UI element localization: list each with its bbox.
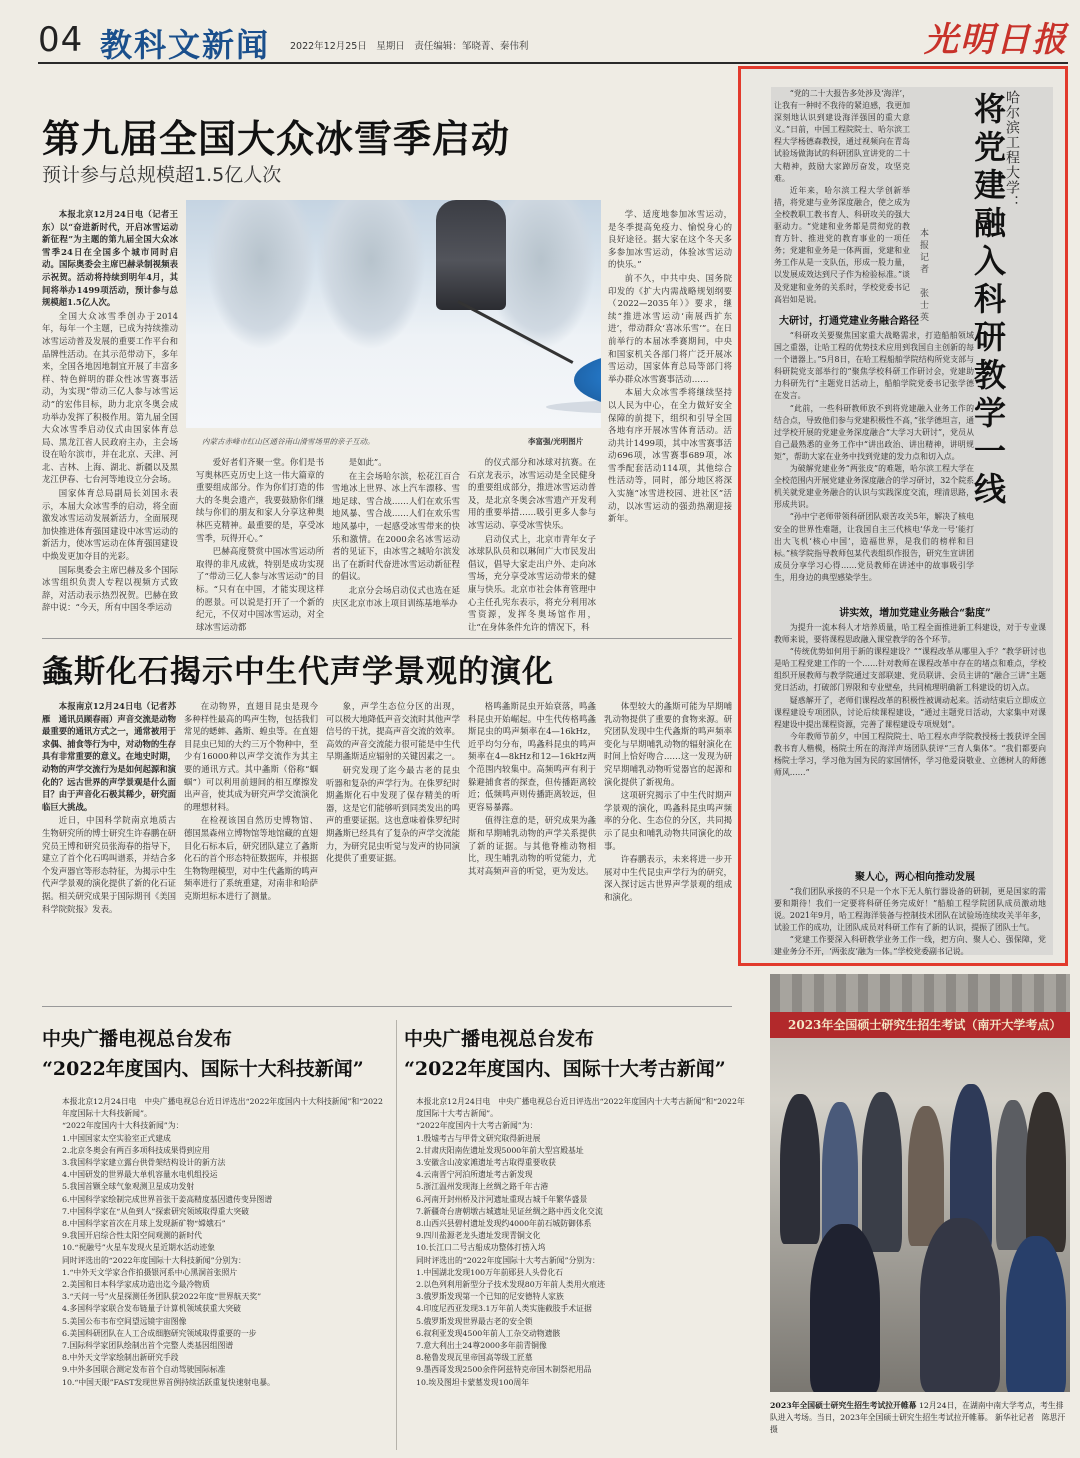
list-item: 10.埃及图坦卡蒙墓发现100周年 [416,1377,530,1387]
fossil-paragraph: 许春鹏表示，未来将进一步开展对中生代昆虫声学行为的研究，深入探讨远古世界声学景观的组成和演化。 [604,854,732,902]
list-item: 9.四川盐源老龙头遗址发现青铜文化 [416,1231,541,1241]
list-item: 2.甘肃庆阳南佐遗址发现5000年前大型宫殿基址 [416,1145,584,1155]
feature-part-1 [774,330,974,600]
snow-paragraph: 的仪式部分和冰球对抗赛。在石京龙表示，冰雪运动是全民健身的重要组成部分，推进冰雪运动普及，是北京冬奥会冰雪遗产开发利用的重要举措……吸引更多人参与冰雪运动、享受冰雪快乐。 [468,457,596,530]
fossil-column-2 [184,700,318,1000]
feature-paragraph: “我们团队承接的不只是一个水下无人航行器设备的研制，更是国家的需要和期待！我们一定要将科研任务完成好！”船舶工程学院团队成员激动地说。2021年9月，哈工程海洋装备与控制技术团队在试验场连续攻关半年多，试验工作的成功，让团队成员对科研工作有了新的认识，提振了团队士气。 [774,887,1046,933]
fossil-paragraph: 研究发现了迄今最古老的昆虫听器和复杂的声学行为。在侏罗纪时期螽斯化石中发现了保存精美的听器，这是它们能够听到同类发出的鸣声的重要证据。这也意味着侏罗纪时期螽斯已经具有了复杂的声学交流能力，为研究昆虫听觉与发声的协同演化提供了重要证据。 [326,764,460,864]
list-item: 4.印度尼西亚发现3.1万年前人类实施截肢手术证据 [416,1304,592,1314]
list-item: 7.国际科学家团队绘制出首个完整人类基因组图谱 [62,1341,234,1351]
list-item: 8.中外天文学家绘制出新研究手段 [62,1353,179,1363]
list-item: 5.俄罗斯发现世界最古老的安全锁 [416,1316,533,1326]
fossil-paragraph: 近日，中国科学院南京地质古生物研究所的博士研究生许春鹏在研究员王博和研究员张海春的指导下，建立了首个化石鸣叫谱系，并结合多个发声器官等形态特征，为揭示中生代声学景观的演化提供了新的化石证据。相关研究成果于国际期刊《美国科学院院报》发表。 [42,815,176,914]
fossil-column-4 [468,700,596,1000]
fossil-column-1 [42,700,176,1000]
snow-paragraph: 在主会场哈尔滨，松花江百合雪地冰上世界、冰上汽车漂移、雪地足球、雪合战……人们在欢乐雪地风暴、雪合战……人们在欢乐雪地风暴中，一起感受冰雪带来的快乐和激情。在2000余名冰雪运动者的见证下，由冰雪之城哈尔滨发出了在新时代奋进冰雪运动新征程的倡议。 [332,470,460,582]
feature-intro [774,88,910,306]
snow-headline: 第九届全国大众冰雪季启动 [42,116,511,161]
fossil-paragraph: 象，声学生态位分区的出现，可以极大地降低声音交流时其他声学信号的干扰，提高声音交流的效率。高效的声音交流能力很可能是中生代早期螽斯适应辐射的关键因素之一。 [326,701,460,762]
feature-part-3 [774,886,1046,958]
feature-paragraph: “党的二十大报告多处涉及‘海洋’，让我有一种时不我待的紧迫感，我更加深刻地认识到建设海洋强国的重大意义。”日前，中国工程院院士、哈尔滨工程大学杨德森教授，通过视频向在青岛试验场做海试的科研团队宣讲党的二十大精神，鼓励大家踔厉奋发，攻坚克难。 [774,89,910,183]
fossil-paragraph: 值得注意的是，研究成果为螽斯和早期哺乳动物的声学关系提供了新的证据。与其他脊椎动物相比，现生哺乳动物的听觉能力，尤其对高频声音的听觉，更为发达。 [468,815,596,876]
feature-paragraph: “科研攻关要聚焦国家重大战略需求，打造船舶领域国之重器，让哈工程的优势技术应用到我国自主创新的每一个谱器上。”5月8日，在哈工程船舶学院结构所党支部与科研院党支部举行的“聚焦学校科研工作研讨会，党建助力科研先行”主题党日活动上，船舶学院党委书记张学德在发言。 [774,331,974,401]
list-item: 9.墨西哥发现2500余件阿兹特克帝国木制祭祀用品 [416,1365,592,1375]
page-number: 04 [38,20,84,60]
feature-part-2 [774,622,1046,862]
list-item: 1.“中外天文学家合作拍摄银河系中心黑洞首张照片 [62,1267,238,1277]
section-divider [42,638,732,639]
snow-paragraph: 学、适度地参加冰雪运动，是冬季提高免疫力、愉悦身心的良好途径。据大家在这个冬天多多参加冰雪运动，体验冰雪运动的快乐。” [608,209,732,270]
archaeo-list-lead: 本报北京12月24日电 中央广播电视总台近日评选出“2022年度国内十大考古新闻”和“2022年度国际十大考古新闻”。 [416,1097,745,1119]
feature-title: 将党建融入科研教学一线 [969,92,1007,510]
list-item: 10.长江口二号古船成功整体打捞入坞 [416,1243,546,1253]
snow-column-2 [196,456,324,632]
archaeo-list-subtitle: 同时评选出的“2022年度国际十大考古新闻”分别为： [416,1255,600,1265]
list-item: 8.秘鲁发现瓦里帝国高等级工匠墓 [416,1353,533,1363]
snow-paragraph: 前不久，中共中央、国务院印发的《扩大内需战略规划纲要（2022—2035年）》要求，继续“推进冰雪运动‘南展西扩东进’，带动群众‘喜冰乐雪’”。在日前举行的本届冰季赛期间，中央和国家机关各部门将广泛开展冰雪运动，国家体育总局等部门将举办群众冰雪赛事活动…… [608,272,732,384]
snow-paragraph: 国际奥委会主席巴赫及多个国际冰雪组织负责人专程以视频方式致辞，对活动表示热烈祝贺。巴赫在致辞中说：“今天，所有中国冬季运动 [42,564,178,613]
exam-photo [770,974,1070,1392]
caption-body: 12月24日，在湖南中南大学考点，考生排队进入考场。当日，2023年全国硕士研究生招生考试拉开帷幕。 [770,1401,1064,1422]
feature-paragraph: 近年来，哈尔滨工程大学创新举措，将党建与业务深度融合，使之成为全校教职工教书育人、科研攻关的强大驱动力。“党建和业务都是贯彻党的教育方针、推进党的教育事业的一项任务；党建和业务是一体两面，党建和业务工作从是一支队伍，形成一股力量，以发展成效达到尺子作为检验标准。”谈及党建和业务的关系时，学校党委书记高岩如是说。 [774,185,910,304]
snow-column-4 [468,456,596,632]
list-item: 6.中国科学家绘制完成世界首张干姜高精度基因遗传变异图谱 [62,1194,273,1204]
fossil-paragraph: 在动物界，直翅目昆虫是现今多种样性最高的鸣声生物，包括我们常见的蟋蟀、螽斯、蝗虫等。在直翅目昆虫已知的大约三万个物种中，至少有16000种以声学交流作为其主要的通讯方式。其中螽斯（俗称“蝈蝈”）可以利用前翅间的相互摩擦发出声音，使其成为研究声学交流演化的理想材料。 [184,701,318,812]
photo-banner [770,1012,1070,1038]
fossil-column-5 [604,700,732,1000]
archaeo-list-subtitle: “2022年度国内十大考古新闻”为： [416,1121,538,1131]
archaeo-list [416,1096,752,1448]
list-item: 7.中国科学家在“从鱼到人”探索研究领域取得重大突破 [62,1206,249,1216]
exam-photo-caption [770,1400,1070,1436]
list-item: 4.云南晋宁河泊所遗址考古新发现 [416,1170,533,1180]
caption-title: 2023年全国硕士研究生招生考试拉开帷幕 [770,1401,917,1410]
list-item: 4.多国科学家联合发布链量子计算机领域获重大突破 [62,1304,241,1314]
feature-paragraph: “此前，一些科研教师放不到将党建融入业务工作的结合点，导致他们参与党建积极性不高，”张学德坦言，通过学校开展的党建业务深度融合“大学习大研讨”，党员从自己最熟悉的业务工作中“讲出政治、讲出精神，讲明规矩”，帮助大家在业务中找到党建的发力点和切入点。 [774,403,974,461]
tech-list-subtitle: “2022年度国内十大科技新闻”为： [62,1121,184,1131]
fossil-paragraph: 体型较大的螽斯可能为早期哺乳动物提供了重要的食物来源。研究团队发现中生代螽斯的鸣声频率变化与早期哺乳动物的辐射演化在时间上恰好吻合……这一发现为研究早期哺乳动物听觉器官的起源和演化提供了新视角。 [604,701,732,787]
snow-column-3 [332,456,460,632]
snow-column-5 [608,208,732,632]
snow-photo [186,200,601,428]
snow-column-1 [42,208,178,632]
tech-list-headline-1: 中央广播电视总台发布 [42,1028,233,1050]
snow-paragraph: 启动仪式上，北京市青年女子冰球队队员和以琳间广大市民发出倡议，倡导大家走出户外、走向冰雪场，充分享受冰雪运动带来的健康与快乐。北京市社会体育管理中心主任孔宪东表示，将充分利用冰雪资源，发挥冬奥场馆作用，让“在身体条件允许的情况下，科 [468,533,596,632]
snow-subheadline: 预计参与总规模超1.5亿人次 [42,164,282,186]
masthead [38,14,1068,64]
list-item: 7.意大利出土24尊2000多年前青铜像 [416,1341,547,1351]
section-divider [42,1006,732,1007]
caption-credit: 新华社记者 陈思汗摄 [770,1413,1066,1434]
archaeo-list-headline-1: 中央广播电视总台发布 [404,1028,595,1050]
list-item: 2.北京冬奥会有两百多项科技成果得到应用 [62,1145,210,1155]
snow-paragraph: 是如此”。 [348,457,387,467]
feature-paragraph: “传统优势如何用于新的课程建设？”“课程改革从哪里入手？”教学研讨也是哈工程党建工作的一个……针对教师在课程改革中存在的堵点和难点，学校组织开展教师与教学院通过支部联建、党员联讲、会员主讲的“融合三讲”主题党日活动，打破部门界限和专业壁垒，共同梳理明确新工科建设的切入点。 [774,647,1046,693]
fossil-headline: 螽斯化石揭示中生代声学景观的演化 [42,654,554,690]
list-item: 1.中国湖北发现100万年前郧县人头骨化石 [416,1267,564,1277]
archaeo-list-headline-2: “2022年度国内、国际十大考古新闻” [404,1058,726,1080]
feature-paragraph: “党建工作要深入科研教学业务工作一线，把方向、聚人心、强保障，党建业务分不开，‘两张皮’融为一体。”学校党委副书记说。 [774,935,1046,957]
snow-paragraph: 本报北京12月24日电（记者王东）以“奋进新时代，开启冰雪运动新征程”为主题的第九届全国大众冰雪季24日在全国多个城市同时启动。国际奥委会主席巴赫录制视频表示祝贺。活动将持续到明年4月，其间将举办1499项活动，预计参与总规模超1.5亿人次。 [42,209,178,308]
list-item: 1.中国国家太空实验室正式建成 [62,1133,171,1143]
feature-paragraph: 今年教师节前夕，中国工程院院士、哈工程水声学院教授杨士莪获评全国教书育人楷模，杨院士所在的海洋声场团队获评“三育人集体”。“我们都要向杨院士学习，学习他为国为民的家国情怀，学习他爱岗敬业、立德树人的师德师风……” [774,731,1046,778]
snow-paragraph: 爱好者们齐聚一堂。你们是书写奥林匹克历史上这一伟大篇章的重要组成部分。作为你们打造的伟大的冬奥会遗产，我要鼓励你们继续与你们的朋友和家人分享这种奥林匹克精神。最重要的是，享受冰雪季，玩得开心。” [196,457,324,543]
feature-subhead-2: 讲实效，增加党建业务融合“黏度” [839,608,991,619]
feature-subhead-3: 聚人心，两心相向推动发展 [855,872,975,883]
list-item: 8.中国科学家首次在月球上发现新矿物“嫦娥石” [62,1219,226,1229]
snow-paragraph: 北京分会场启动仪式也选在延庆区北京市冰上项目训练基地举办 [332,584,460,608]
list-item: 10.“中国天眼”FAST发现世界首例持续活跃重复快速射电暴。 [62,1377,275,1387]
list-item: 9.中外多国联合测定发布首个自动驾驶国际标准 [62,1365,226,1375]
list-item: 6.叙利亚发现4500年前人工杂交动物遗骸 [416,1328,561,1338]
parent-figure [436,200,506,310]
fossil-paragraph: 格鸣螽斯昆虫开始衰落，鸣螽科昆虫开始崛起。中生代传格鸣螽斯昆虫的鸣声频率在4—16kHz，近乎均匀分布，鸣螽科昆虫的鸣声频率在4—8kHz和12—16kHz两个范围内较集中。高频鸣声有利于躲避捕食者的探查，但传播距离较近；低频鸣声则传播距离较远，但更容易暴露。 [468,701,596,812]
feature-kicker: 哈尔滨工程大学： [1004,90,1020,210]
tech-list-lead: 本报北京12月24日电 中央广播电视总台近日评选出“2022年度国内十大科技新闻”和“2022年度国际十大科技新闻”。 [62,1097,383,1119]
list-item: 4.中国研发的世界最大单机容量水电机组投运 [62,1170,218,1180]
tech-list-subtitle: 同时评选出的“2022年度国际十大科技新闻”分别为： [62,1255,246,1265]
feature-paragraph: 疑惑解开了，老师们课程改革的积极性被调动起来。活动结束后立即成立课程建设专项团队，讨论后续课程建设，“通过主题党日活动，大家集中对课程建设中提出课程资源，完善了课程建设专项规划”。 [774,695,1046,729]
list-item: 2.以色列利用新型分子技术发现80万年前人类用火痕迹 [416,1280,605,1290]
section-title: 教科文新闻 [100,26,271,64]
banner-text: 2023年全国硕士研究生招生考试（南开大学考点） [788,1018,1062,1032]
feature-subhead-1: 大研讨，打通党建业务融合路径 [779,316,919,327]
list-item: 3.俄罗斯发现第一个已知的尼安德特人家族 [416,1292,564,1302]
list-item: 5.美国公布韦布空间望远镜宇宙图像 [62,1316,187,1326]
fossil-paragraph: 在检视该国自然历史博物馆、德国黑森州立博物馆等地馆藏的直翅目化石标本后，研究团队建立了螽斯化石的首个形态特征数据库，并根据生物物理模型，对中生代螽斯的鸣声频率进行了系统重建，对南非和哈萨克斯坦标本进行了测量。 [184,815,318,901]
list-item: 9.我国开启综合性太阳空间观测的新时代 [62,1231,202,1241]
feature-paragraph: “孙中宁老师带领科研团队艰苦攻关5年，解决了核电安全的世界性难题，让我国自主三代核电‘华龙一号’能打出大飞机‘核心中国’，造福世界，是我们的榜样和目标。”核学院指导教师包某代表组织作报告，研究生宣讲团成员分享学习心得……党员教师在讲述中的故事吸引学生，用身边的典型感染学生。 [774,512,974,582]
list-item: 2.美国和日本科学家成功造出迄今最冷物质 [62,1280,210,1290]
list-item: 3.安徽含山凌家滩遗址考古取得重要收获 [416,1158,556,1168]
list-item: 7.新疆奇台唐朝墩古城遗址见证丝绸之路中西文化交流 [416,1206,603,1216]
list-item: 6.河南开封州桥及汴河遗址重现古城千年繁华盛景 [416,1194,588,1204]
feature-paragraph: 为提升一流本科人才培养质量，哈工程全面推进新工科建设，对于专业课教师来说，要将课程思政融入课堂教学的各个环节。 [774,623,1046,645]
feature-paragraph: 为破解党建业务“两张皮”的难题，哈尔滨工程大学在全校范围内开展党建业务深度融合的学习研讨，32个院系机关就党建业务融合的认识与实践深度交流，理清思路，形成共识。 [774,464,974,510]
photo-credit: 李富强/光明图片 [528,437,584,446]
snow-paragraph: 本届大众冰雪季将继续坚持以人民为中心，在全力做好安全保障的前提下，组织和引导全国各地有序开展冰雪体育活动。活动共计1499项，其中冰雪赛事活动696项，冰雪赛事689项，冰雪季配套活动114项，其他综合性活动等，同时，部分地区将深入实施“冰雪进校园、进社区”活动，以冰雪运动的强劲热潮迎接新年。 [608,387,732,524]
list-item: 5.我国首颗全球气象观测卫星成功发射 [62,1182,195,1192]
list-item: 8.山西兴县碧村遗址发现约4000年前石城防御体系 [416,1219,592,1229]
list-item: 6.美国科研团队在人工合成细胞研究领域取得重要的一步 [62,1328,257,1338]
dateline: 2022年12月25日 星期日 责任编辑：邹晓菁、秦伟利 [290,41,529,52]
snow-paragraph: 国家体育总局副局长刘国永表示，本届大众冰雪季的启动，将全面激发冰雪运动发展新活力，全面展现加快推进体育强国建设中冰雪运动的新活力，使冰雪运动在体育强国建设中焕发更加夺目的光彩。 [42,488,178,562]
photo-caption: 内蒙古赤峰市红山区通谷南山滑雪场里的亲子互动。 [202,437,375,446]
list-item: 5.浙江温州发现海上丝绸之路千年古港 [416,1182,549,1192]
fossil-paragraph: 这项研究揭示了中生代时期声学景观的演化，鸣螽科昆虫鸣声频率的分化、生态位的分区，共同揭示了昆虫和哺乳动物共同演化的故事。 [604,790,732,851]
snow-paragraph: 全国大众冰雪季创办于2014年，每年一个主题，已成为持续推动冰雪运动普及发展的重要工作平台和品牌性活动。在其示范带动下，多年来，全国各地因地制宜开展了丰富多样、特色鲜明的群众性冰雪赛事活动，为实现“带动三亿人参与冰雪运动”的宏伟目标，助力北京冬奥会成功举办发挥了积极作用。第九届全国大众冰雪季启动仪式由国家体育总局、黑龙江省人民政府主办，主会场设在哈尔滨市，并在北京、天津、河北、吉林、上海、湖北、新疆以及黑龙江伊春、七台河等地设立分会场。 [42,310,178,485]
list-item: 1.殷墟考古与甲骨文研究取得新进展 [416,1133,541,1143]
list-item: 3.“天问一号”火星探测任务团队获2022年度“世界航天奖” [62,1292,262,1302]
tech-list [62,1096,388,1448]
tech-list-headline-2: “2022年度国内、国际十大科技新闻” [42,1058,364,1080]
list-item: 10.“祝融号”火星车发现火星近期水活动迹象 [62,1243,215,1253]
fossil-paragraph: 本报南京12月24日电（记者苏雁 通讯员顾春雨）声音交流是动物最重要的通讯方式之一，通常被用于求偶、捕食等行为中，对动物的生存具有非常重要的意义。在地史时期，动物的声学交流行为是如何起源和演化的？远古世界的声学景观是什么面目？由于声音化石极其稀少，研究面临巨大挑战。 [42,701,176,812]
feature-byline: 本报记者 张士英 [918,228,928,324]
list-item: 3.我国科学家建立露台供骨架结构设计的新方法 [62,1158,226,1168]
fossil-column-3 [326,700,460,1000]
snow-paragraph: 巴赫高度赞赏中国冰雪运动所取得的非凡成就，特别是成功实现了“带动三亿人参与冰雪运动”的目标。“只有在中国，才能实现这样的愿景。可以说是打开了一个新的纪元，不仅对中国冰雪运动，对全球冰雪运动都 [196,546,324,632]
newspaper-logo: 光明日报 [924,20,1068,60]
column-divider [396,1020,397,1450]
